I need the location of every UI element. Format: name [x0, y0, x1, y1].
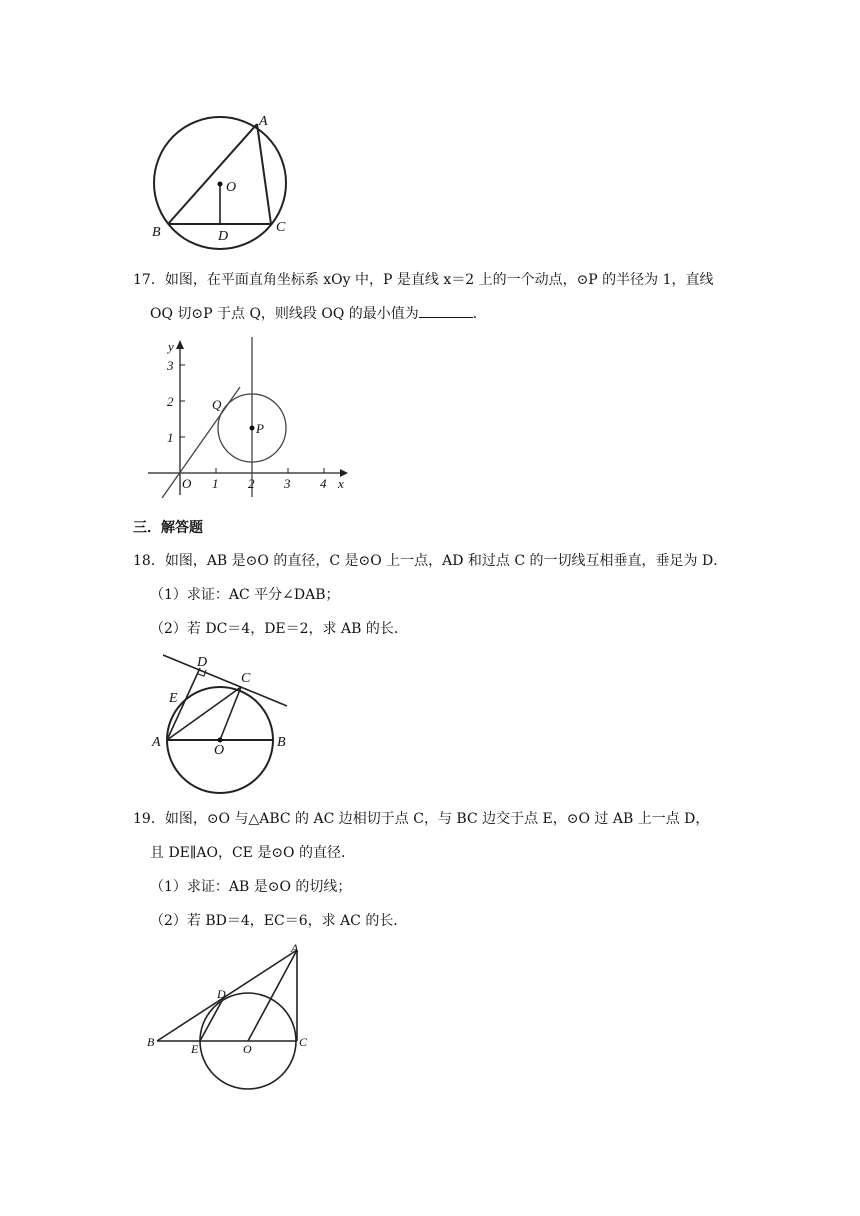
label-D: D: [217, 987, 226, 1001]
label-B: B: [152, 225, 161, 240]
q17-line2-text: OQ 切⊙P 于点 Q，则线段 OQ 的最小值为: [150, 306, 419, 322]
label-P: P: [256, 421, 264, 436]
xtick-4: 4: [320, 476, 327, 491]
label-Q: Q: [212, 397, 222, 412]
q18-line1: 18．如图，AB 是⊙O 的直径，C 是⊙O 上一点，AD 和过点 C 的一切线互相垂直，垂足为 D．: [133, 553, 728, 569]
label-O: O: [243, 1042, 252, 1056]
ytick-1: 1: [167, 430, 174, 445]
label-D: D: [218, 229, 229, 244]
figure-16: [140, 105, 310, 245]
q18-sub2: （2）若 DC＝4，DE＝2，求 AB 的长．: [150, 621, 408, 637]
ytick-2: 2: [167, 394, 174, 409]
xtick-2: 2: [248, 476, 255, 491]
q19-line1: 19．如图，⊙O 与△ABC 的 AC 边相切于点 C，与 BC 边交于点 E，⊙O 过 AB 上一点 D，: [133, 811, 710, 827]
label-B: B: [147, 1035, 155, 1049]
label-C: C: [299, 1035, 308, 1049]
xtick-1: 1: [212, 476, 219, 491]
q17-line2: [150, 303, 487, 324]
q17-line1: 17．如图，在平面直角坐标系 xOy 中，P 是直线 x＝2 上的一个动点，⊙P 的半径为 1，直线: [133, 272, 714, 288]
label-B: B: [277, 735, 286, 750]
q18-sub1: （1）求证：AC 平分∠DAB；: [150, 587, 340, 603]
q19-line2: 且 DE∥AO，CE 是⊙O 的直径．: [150, 845, 355, 861]
label-E: E: [169, 691, 178, 706]
label-O: O: [214, 743, 225, 758]
label-A: A: [259, 114, 268, 129]
axis-y-label: y: [168, 339, 174, 354]
answer-blank: [419, 303, 473, 318]
label-E: E: [191, 1042, 199, 1056]
q19-sub2: （2）若 BD＝4，EC＝6，求 AC 的长．: [150, 913, 408, 929]
label-O: O: [226, 180, 237, 195]
section-title: 三．解答题: [133, 520, 203, 536]
q19-sub1: （1）求证：AB 是⊙O 的切线；: [150, 879, 352, 895]
figure-18: [145, 650, 305, 795]
label-A: A: [152, 735, 161, 750]
label-C: C: [276, 220, 286, 235]
figure-17: [140, 335, 360, 505]
q17-line2-end: ．: [472, 306, 487, 322]
figure-19: [145, 940, 325, 1095]
label-D: D: [197, 655, 208, 670]
ytick-3: 3: [167, 358, 174, 373]
label-C: C: [241, 671, 251, 686]
label-A: A: [291, 941, 299, 955]
axis-x-label: x: [338, 476, 344, 491]
xtick-3: 3: [284, 476, 291, 491]
label-O: O: [182, 476, 192, 491]
